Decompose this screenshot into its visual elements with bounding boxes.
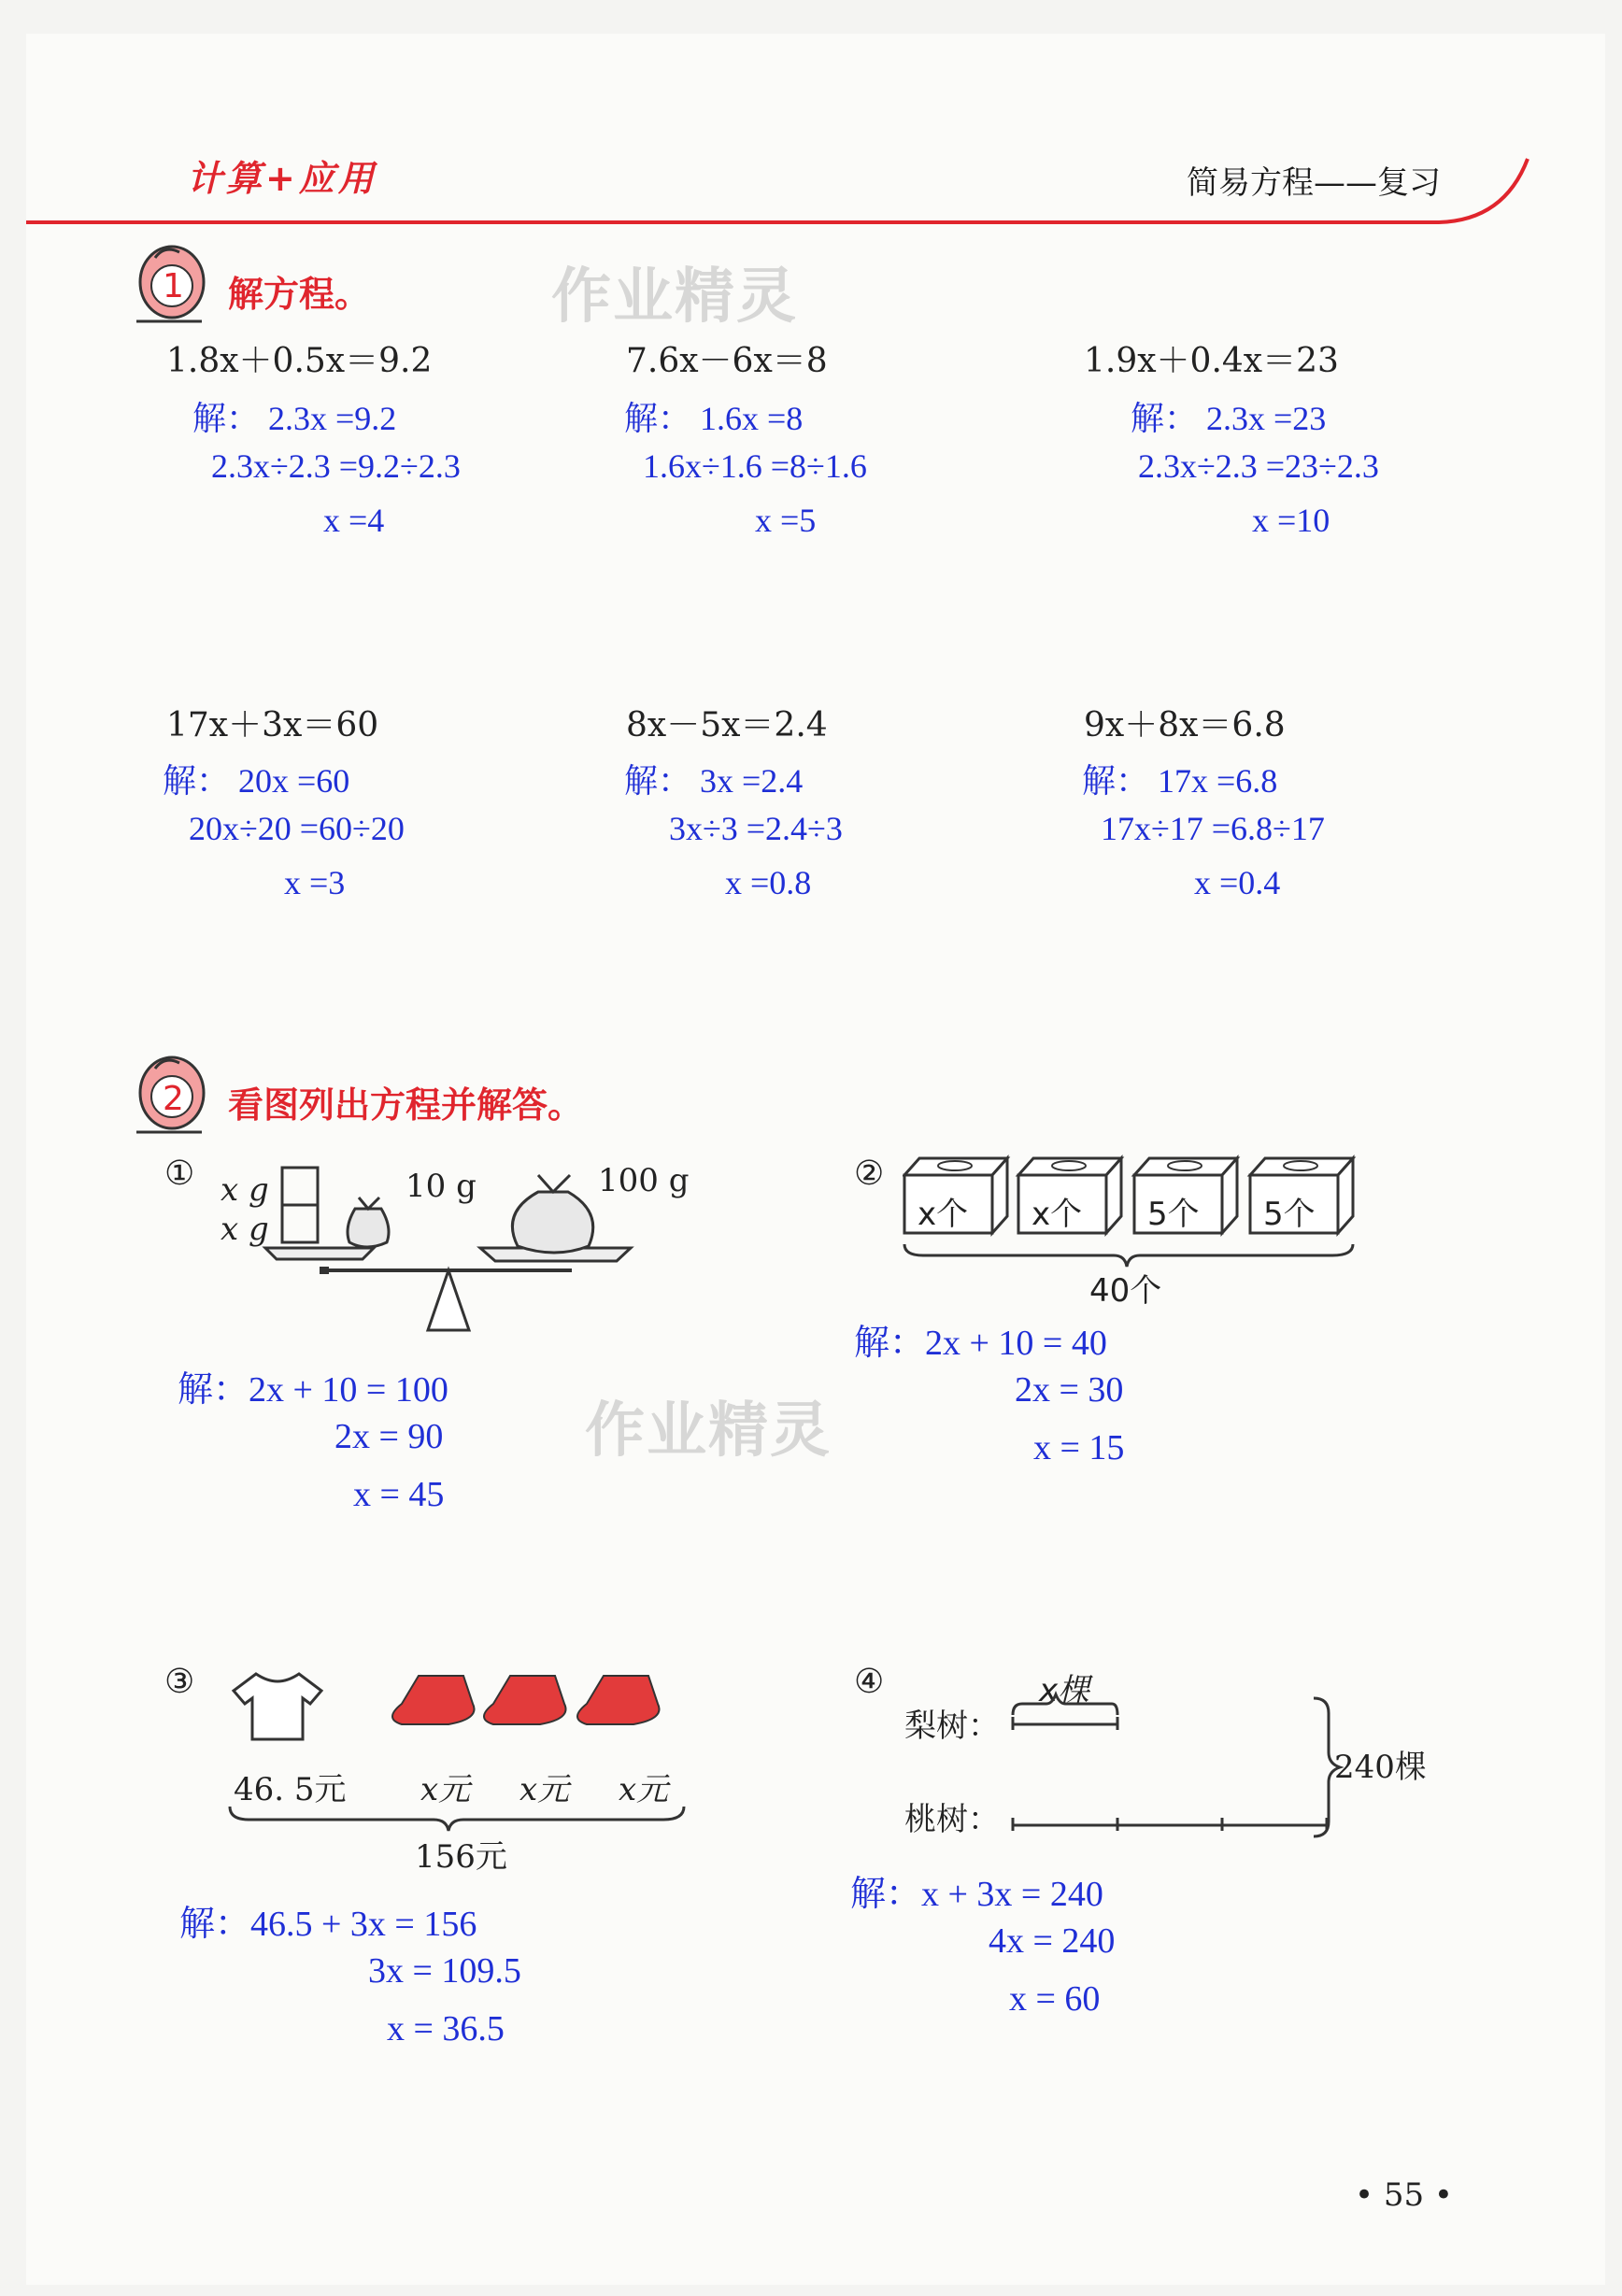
s1-ans-2-line3: x =5	[755, 502, 817, 539]
p1-answer-line3: x = 45	[353, 1475, 445, 1514]
p1-answer-line2: 2x = 90	[334, 1417, 444, 1456]
p4-peach-label: 桃树：	[904, 1801, 1000, 1838]
p4-answer-line3: x = 60	[1009, 1979, 1101, 2019]
p4-pear-label: 梨树：	[904, 1708, 1000, 1745]
tree-segments-diagram	[1009, 1691, 1336, 1850]
watermark: 作业精灵	[585, 1396, 832, 1466]
p3-price-shirt: 46. 5元	[234, 1771, 347, 1808]
p3-answer-line1: 解：46.5 + 3x = 156	[179, 1905, 477, 1944]
header-category: 计算+应用	[187, 158, 377, 199]
header-rule	[0, 0, 1622, 243]
s1-eq-2: 7.6x－6x＝8	[626, 342, 828, 380]
s1-ans-2-line1: 解： 1.6x =8	[624, 400, 804, 437]
s1-ans-4-line3: x =3	[284, 864, 346, 901]
s1-ans-1-line3: x =4	[323, 502, 385, 539]
p3-price-skirt-2: x元	[519, 1771, 570, 1808]
s1-ans-6-line3: x =0.4	[1194, 864, 1281, 901]
p3-total: 156元	[415, 1838, 507, 1876]
p3-answer-line3: x = 36.5	[387, 2009, 505, 2048]
s1-ans-6-line2: 17x÷17 =6.8÷17	[1101, 810, 1325, 847]
p4-number: ④	[854, 1663, 885, 1701]
p3-price-skirt-3: x元	[619, 1771, 669, 1808]
p4-top-label: x棵	[1039, 1672, 1090, 1709]
s1-ans-3-line2: 2.3x÷2.3 =23÷2.3	[1138, 447, 1379, 485]
section1-number: 1	[163, 267, 184, 305]
p2-box-4: 5个	[1263, 1196, 1316, 1233]
p2-answer-line1: 解：2x + 10 = 40	[854, 1324, 1107, 1363]
s1-ans-1-line2: 2.3x÷2.3 =9.2÷2.3	[211, 447, 461, 485]
p1-number: ①	[164, 1155, 195, 1193]
s1-eq-3: 1.9x＋0.4x＝23	[1084, 342, 1339, 380]
p2-answer-line2: 2x = 30	[1015, 1370, 1124, 1410]
section2-title: 看图列出方程并解答。	[228, 1084, 584, 1126]
s1-ans-2-line2: 1.6x÷1.6 =8÷1.6	[643, 447, 867, 485]
p3-number: ③	[164, 1663, 195, 1701]
p4-answer-line2: 4x = 240	[989, 1921, 1116, 1961]
s1-ans-5-line3: x =0.8	[725, 864, 812, 901]
p3-answer-line2: 3x = 109.5	[368, 1951, 521, 1991]
s1-ans-3-line3: x =10	[1252, 502, 1330, 539]
s1-eq-6: 9x＋8x＝6.8	[1084, 706, 1286, 744]
s1-eq-5: 8x－5x＝2.4	[626, 706, 828, 744]
section1-title: 解方程。	[228, 274, 371, 315]
s1-ans-5-line2: 3x÷3 =2.4÷3	[669, 810, 843, 847]
p1-xg-2: x g	[221, 1211, 269, 1248]
p4-answer-line1: 解：x + 3x = 240	[850, 1875, 1103, 1914]
p2-number: ②	[854, 1155, 885, 1193]
s1-ans-5-line1: 解： 3x =2.4	[624, 762, 804, 800]
s1-eq-1: 1.8x＋0.5x＝9.2	[166, 342, 433, 380]
s1-ans-4-line2: 20x÷20 =60÷20	[189, 810, 405, 847]
section2-number: 2	[163, 1080, 184, 1118]
p1-answer-line1: 解：2x + 10 = 100	[178, 1370, 448, 1410]
balance-scale-illustration	[262, 1155, 654, 1341]
p1-xg-1: x g	[221, 1171, 269, 1209]
s1-ans-6-line1: 解： 17x =6.8	[1082, 762, 1278, 800]
p2-box-2: x个	[1032, 1196, 1083, 1233]
s1-ans-4-line1: 解： 20x =60	[163, 762, 350, 800]
p2-total: 40个	[1089, 1272, 1162, 1310]
s1-ans-1-line1: 解： 2.3x =9.2	[192, 400, 397, 437]
p3-price-skirt-1: x元	[420, 1771, 471, 1808]
page-number: • 55 •	[1355, 2176, 1453, 2214]
p2-answer-line3: x = 15	[1033, 1428, 1125, 1467]
p1-weight-large: 100 g	[598, 1162, 690, 1199]
p2-box-3: 5个	[1147, 1196, 1200, 1233]
watermark: 作业精灵	[551, 262, 798, 332]
p2-box-1: x个	[918, 1196, 969, 1233]
header-topic: 简易方程——复习	[1187, 164, 1441, 202]
p1-weight-small: 10 g	[406, 1168, 477, 1205]
s1-eq-4: 17x＋3x＝60	[166, 706, 379, 744]
s1-ans-3-line1: 解： 2.3x =23	[1131, 400, 1327, 437]
p4-total: 240棵	[1334, 1749, 1427, 1786]
